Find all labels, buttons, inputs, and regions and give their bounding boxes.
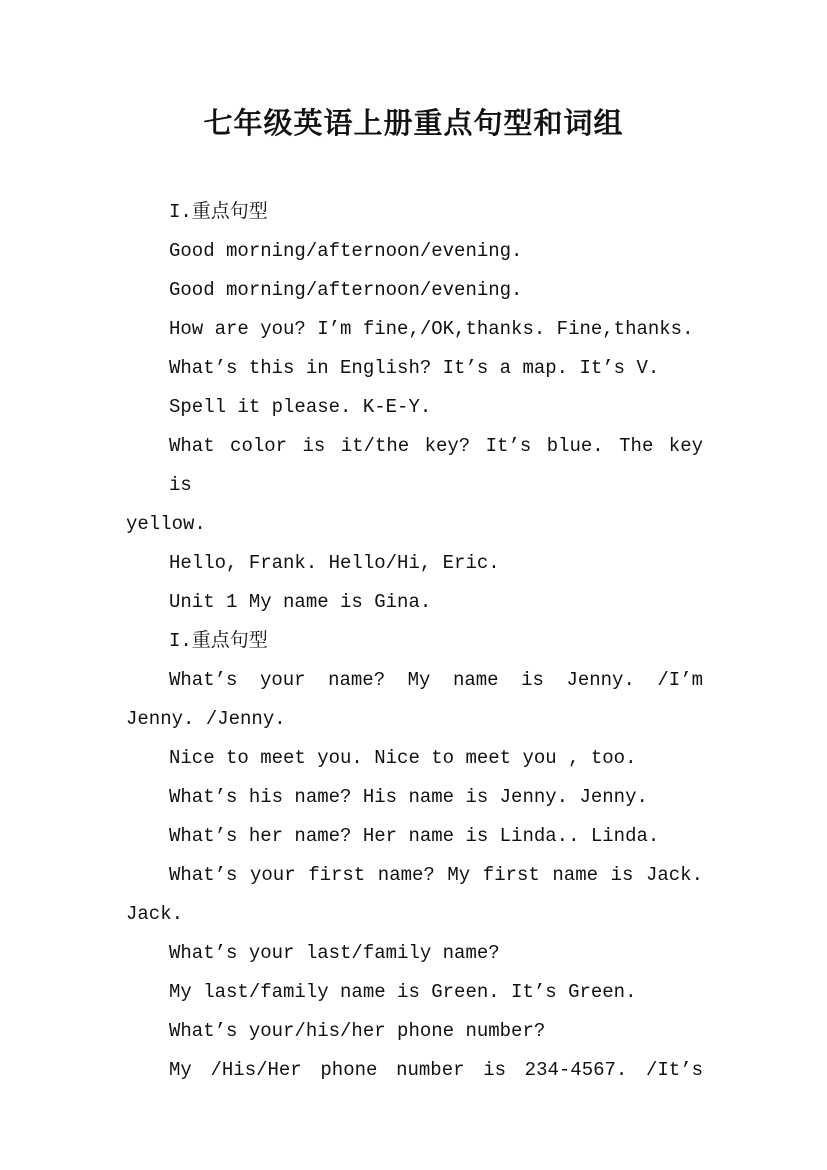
text-line: Good morning/afternoon/evening. bbox=[169, 279, 523, 301]
document-body bbox=[126, 193, 703, 1090]
text-line: Good morning/afternoon/evening. bbox=[169, 240, 523, 262]
text-line: What’s your last/family name? bbox=[169, 942, 500, 964]
section-heading: I.重点句型 bbox=[169, 201, 268, 223]
text-line: Nice to meet you. Nice to meet you , too. bbox=[169, 747, 637, 769]
text-line-continuation: Jenny. /Jenny. bbox=[126, 708, 286, 730]
text-line: How are you? I’m fine,/OK,thanks. Fine,thanks. bbox=[169, 318, 694, 340]
text-line-continuation: Jack. bbox=[126, 903, 184, 925]
text-line: My last/family name is Green. It’s Green. bbox=[169, 981, 637, 1003]
text-line: What’s your first name? My first name is Jack. bbox=[169, 864, 703, 886]
section-heading: I.重点句型 bbox=[169, 630, 268, 652]
text-line: What’s your/his/her phone number? bbox=[169, 1020, 546, 1042]
text-line: What’s your name? My name is Jenny. /I’m bbox=[169, 669, 703, 691]
text-line: Hello, Frank. Hello/Hi, Eric. bbox=[169, 552, 500, 574]
text-line-continuation: yellow. bbox=[126, 513, 206, 535]
text-line: My /His/Her phone number is 234-4567. /It’s bbox=[169, 1059, 703, 1081]
text-line: Spell it please. K-E-Y. bbox=[169, 396, 432, 418]
unit-heading: Unit 1 My name is Gina. bbox=[169, 591, 432, 613]
text-line: What’s her name? Her name is Linda.. Linda. bbox=[169, 825, 660, 847]
text-line: What’s his name? His name is Jenny. Jenny. bbox=[169, 786, 648, 808]
document-title: 七年级英语上册重点句型和词组 bbox=[203, 106, 624, 140]
text-line: What’s this in English? It’s a map. It’s V. bbox=[169, 357, 660, 379]
text-line: What color is it/the key? It’s blue. The key is bbox=[169, 435, 703, 496]
